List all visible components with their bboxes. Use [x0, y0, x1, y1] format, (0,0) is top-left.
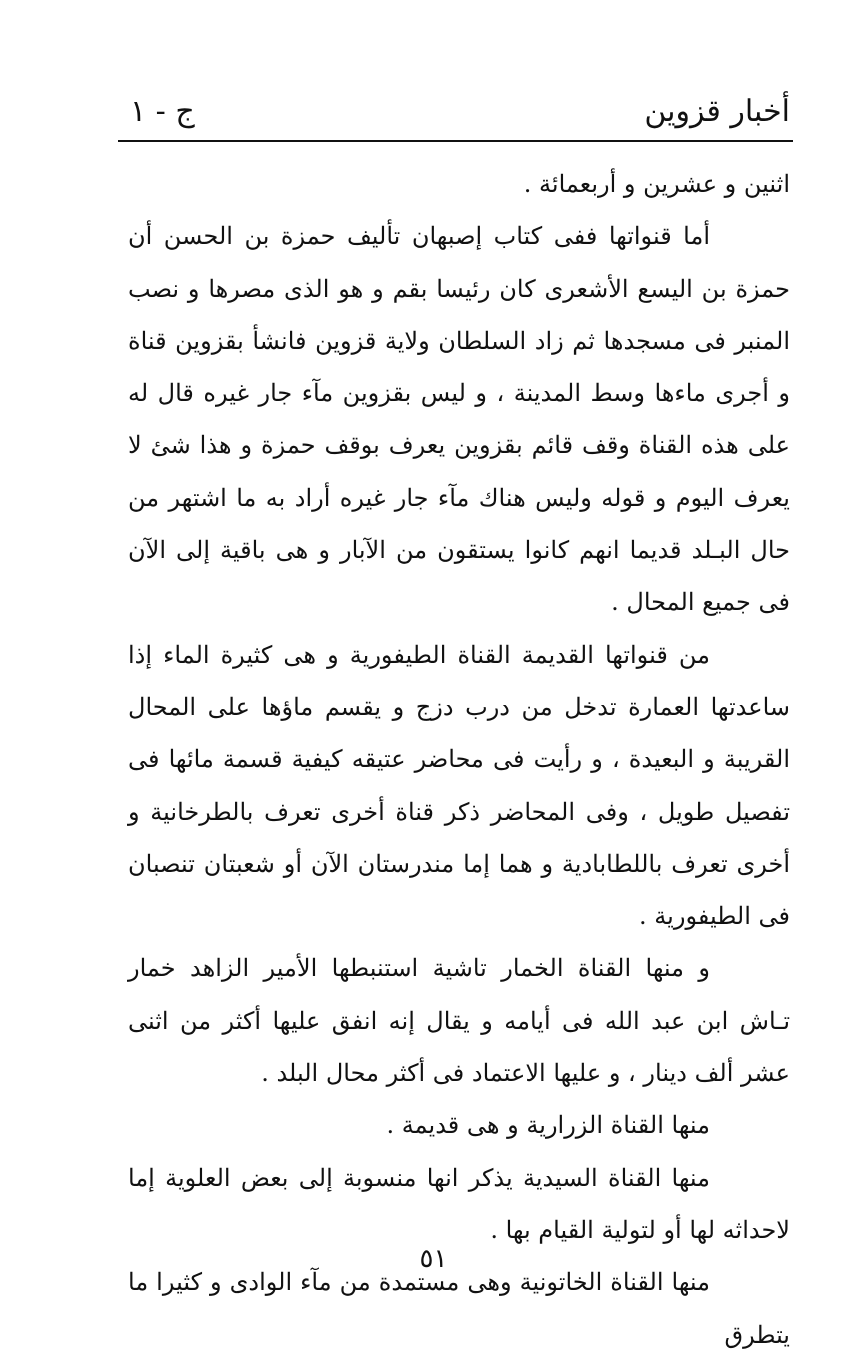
paragraph-khatuniya: منها القناة الخاتونية وهى مستمدة من مآء الوادى و كثيرا ما يتطرق	[128, 1268, 790, 1349]
book-title: أخبار قزوين	[644, 94, 790, 129]
body-text	[128, 158, 790, 1361]
volume-label: ج - ١	[130, 94, 195, 129]
page-number: ٥١	[419, 1244, 448, 1274]
paragraph-continuation: اثنين و عشرين و أربعمائة .	[523, 170, 790, 198]
paragraph-tayfuriya: من قنواتها القديمة القناة الطيفورية و هى كثيرة الماء إذا ساعدتها العمارة تدخل من درب دزج و يقسم ماؤها على المحال القريبة و البعيدة ، و رأيت فى محاضر عتيقه كيفية قسمة مائها فى تفصيل طويل ، وفى المحاضر ذكر قناة أخرى تعرف بالطرخانية و أخرى تعرف باللطابادية و هما إما مندرستان الآن أو شعبتان تنصبان فى الطيفورية .	[128, 640, 790, 931]
header-divider	[118, 140, 793, 142]
paragraph-sayyidiya: منها القناة السيدية يذكر انها منسوبة إلى بعض العلوية إما لاحداثه لها أو لتولية القيام بها .	[128, 1163, 790, 1244]
paragraph-qanawat-intro: أما قنواتها ففى كتاب إصبهان تأليف حمزة بن الحسن أن حمزة بن اليسع الأشعرى كان رئيسا بقم و هو الذى مصرها و نصب المنبر فى مسجدها ثم زاد السلطان ولاية قزوين فانشأ بقزوين قناة و أجرى ماءها وسط المدينة ، و ليس بقزوين مآء جار غيره قال له على هذه القناة وقف قائم بقزوين يعرف بوقف حمزة و هذا شئ لا يعرف اليوم و قوله وليس هناك مآء جار غيره أراد به ما اشتهر من حال البـلد قديما انهم كانوا يستقون من الآبار و هى باقية إلى الآن فى جميع المحال .	[128, 222, 790, 617]
running-header	[118, 92, 790, 138]
paragraph-khumartashiya: و منها القناة الخمار تاشية استنبطها الأمير الزاهد خمار تـاش ابن عبد الله فى أيامه و يقال إنه انفق عليها أكثر من اثنى عشر ألف دينار ، و عليها الاعتماد فى أكثر محال البلد .	[128, 954, 791, 1088]
paragraph-zarariya: منها القناة الزرارية و هى قديمة .	[386, 1111, 710, 1140]
